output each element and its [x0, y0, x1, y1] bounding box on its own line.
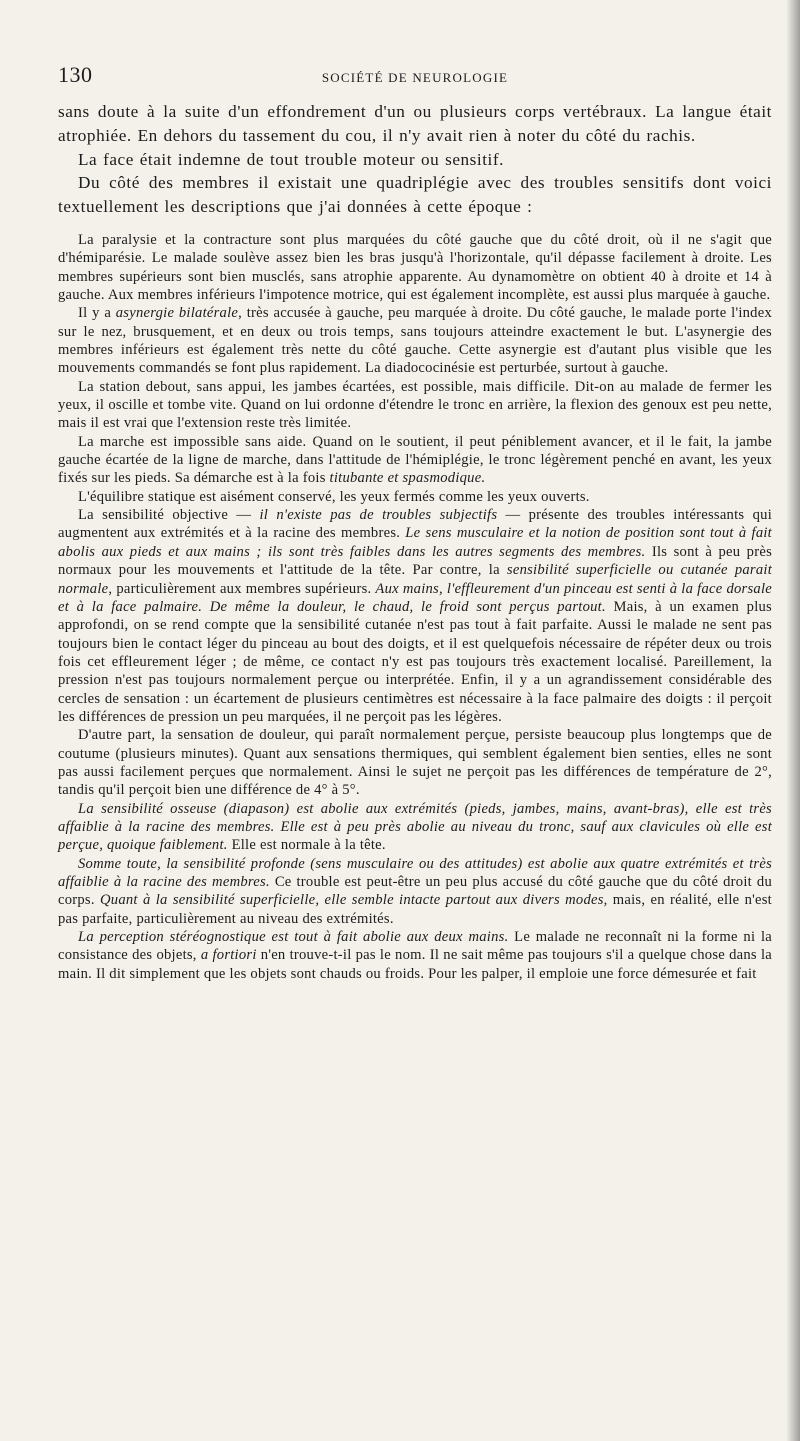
emphasis: La sensibilité osseuse (diapason) est abolie aux extrémités (pieds, jambes, mains, avant-bras), elle est très affaiblie à la racine des membres. Elle est à peu près abolie au niveau du tronc, sauf aux clavicules où elle est perçue, quoique faiblement.: [58, 800, 772, 854]
page-header: [58, 60, 772, 94]
text-run: Ils sont à peu près normaux pour les mouvements et l'attitude de la tête. Par contre, la: [58, 543, 772, 579]
emphasis: Somme toute, la sensibilité profonde (sens musculaire ou des attitudes) est abolie aux quatre extrémités et très affaiblie à la racine des membres.: [58, 855, 772, 891]
quote-paragraph: La paralysie et la contracture sont plus marquées du côté gauche que du côté droit, où il ne s'agit que d'hémiparésie. Le malade soulève assez bien les bras jusqu'à l'horizontale, qu'il dépasse facilement à droite. Les membres supérieurs sont bien musclés, sans atrophie apparente. Au dynamomètre on obtient 40 à droite et 14 à gauche. Aux membres inférieurs l'impotence motrice, qui est également incomplète, est aussi plus marquée à gauche.: [58, 231, 772, 304]
quoted-description: [58, 231, 772, 983]
text-run: Ce trouble est peut-être un peu plus accusé du côté gauche que du côté droit du corps.: [58, 874, 772, 909]
emphasis: asynergie bilatérale: [115, 305, 239, 322]
quote-paragraph: L'équilibre statique est aisément conservé, les yeux fermés comme les yeux ouverts.: [78, 488, 590, 505]
emphasis: a fortiori: [200, 947, 257, 964]
intro-paragraph: Du côté des membres il existait une quadriplégie avec des troubles sensitifs dont voici textuellement les descriptions que j'ai données à cette époque :: [58, 173, 772, 217]
quote-paragraph: D'autre part, la sensation de douleur, qui paraît normalement perçue, persiste beaucoup plus longtemps que de coutume (plusieurs minutes). Quant aux sensations thermiques, qui semblent également bien senties, elles ne sont pas aussi facilement perçues que normalement. Ainsi le sujet ne perçoit pas les différences de température de 2°, tandis qu'il perçoit bien une différence de 4° à 5°.: [58, 727, 772, 799]
page-number: 130: [58, 62, 93, 87]
intro-text: [58, 100, 772, 219]
text-run: , très accusée à gauche, peu marquée à droite. Du côté gauche, le malade porte l'index sur le nez, brusquement, et en deux ou trois temps, sans toujours atteindre exactement le but. L'asynergie des membres inférieurs est également très nette du côté gauche. Cette asynergie est d'autant plus visible que les mouvements commandés se font plus rapidement. La diadococinésie est perturbée, surtout à gauche.: [58, 305, 772, 377]
text-run: mais, en réalité, elle n'est pas parfaite, particulièrement au niveau des extrémités.: [58, 892, 772, 927]
text-run: Le malade ne reconnaît ni la forme ni la consistance des objets,: [58, 929, 772, 964]
text-run: Mais, à un examen plus approfondi, on se rend compte que la sensibilité cutanée n'est pas tout à fait parfaite. Aussi le malade ne sent pas toujours bien le contact léger du pinceau au bout des doigts, et il est quelquefois nécessaire de répéter deux ou trois fois cet effleurement léger ; de même, ce contact n'y est pas toujours très exactement localisé. Pareillement, la pression n'est pas toujours normalement perçue ou interprétée. Enfin, il y a un agrandissement considérable des cercles de sensation : un écartement de plusieurs centimètres est nécessaire à la face palmaire des doigts : il perçoit les différences de pression un peu marquées, il ne perçoit pas les légères.: [58, 598, 772, 725]
quote-paragraph: [58, 855, 772, 928]
emphasis: Le sens musculaire et la notion de position sont tout à fait abolis aux pieds et aux mains ; ils sont très faibles dans les autres segments des membres.: [58, 525, 772, 560]
quote-paragraph: La station debout, sans appui, les jambes écartées, est possible, mais difficile. Dit-on au malade de fermer les yeux, il oscille et tombe vite. Quand on lui ordonne d'étendre le tronc en arrière, la flexion des genoux est peu nette, mais il est vrai que l'extension reste très limitée.: [58, 378, 772, 432]
text-run: Il y a: [78, 305, 116, 322]
emphasis: La perception stéréognostique est tout à fait abolie aux deux mains.: [78, 929, 509, 946]
quote-paragraph: [58, 304, 772, 377]
text-run: n'en trouve-t-il pas le nom. Il ne sait même pas toujours s'il a quelque chose dans la main. Il dit simplement que les objets sont chauds ou froids. Pour les palper, il emploie une force démesurée et fait: [58, 947, 772, 982]
quote-paragraph: [58, 928, 772, 983]
quote-paragraph: [58, 800, 772, 855]
intro-paragraph: sans doute à la suite d'un effondrement d'un ou plusieurs corps vertébraux. La langue était atrophiée. En dehors du tassement du cou, il n'y avait rien à noter du côté du rachis.: [58, 102, 772, 145]
emphasis: il n'existe pas de troubles subjectifs: [259, 507, 498, 524]
text-run: La marche est impossible sans aide. Quand on le soutient, il peut péniblement avancer, et il le fait, la jambe gauche écartée de la ligne de marche, dans l'attitude de l'hémiplégie, le tronc légèrement penché en avant, les yeux fixés sur les pieds. Sa démarche est à la fois: [58, 433, 772, 487]
text-run: Elle est normale à la tête.: [227, 837, 386, 854]
emphasis: Aux mains, l'effleurement d'un pinceau est senti à la face dorsale et à la face palmaire. De même la douleur, le chaud, le froid sont perçus partout.: [58, 580, 772, 615]
text-run: — présente des troubles intéressants qui augmentent aux extrémités et à la racine des membres.: [58, 507, 772, 542]
emphasis: sensibilité superficielle ou cutanée parait normale: [58, 562, 772, 597]
quote-paragraph: [58, 506, 772, 726]
text-run: La sensibilité objective —: [78, 507, 260, 524]
emphasis: Quant à la sensibilité superficielle, elle semble intacte partout aux divers modes,: [100, 892, 608, 909]
quote-paragraph: [58, 433, 772, 488]
running-head: SOCIÉTÉ DE NEUROLOGIE: [321, 70, 509, 85]
emphasis: titubante et spasmodique.: [329, 470, 486, 487]
page-edge-shadow: [786, 0, 800, 1441]
intro-paragraph: La face était indemne de tout trouble moteur ou sensitif.: [78, 149, 504, 169]
text-run: , particulièrement aux membres supérieurs.: [108, 580, 376, 597]
